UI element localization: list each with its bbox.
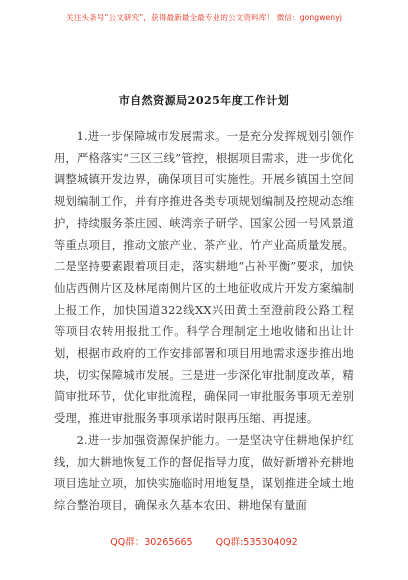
document-body (54, 126, 354, 517)
footer-qq-group-1: QQ群：30265665 (110, 537, 193, 548)
footer-qq-group-2: QQ群:535304092 (215, 537, 298, 548)
document-title: 市自然资源局2025年度工作计划 (118, 94, 290, 107)
paragraph-2: 2.进一步加强资源保护能力。一是坚决守住耕地保护红线，加大耕地恢复工作的督促指导力度，做好新增补充耕地项目选址立项，加快实施临时用地复垦，谋划推进全域土地综合整治项目，确保永久基本农田、耕地保有量面 (54, 433, 354, 512)
footer-contact (0, 534, 408, 548)
header-banner: 关注头条号“公文研究”，获得最新最全最专业的公文资料库！ 微信：gongwenyj (66, 13, 342, 22)
paragraph-1: 1.进一步保障城市发展需求。一是充分发挥规划引领作用，严格落实“三区三线”管控，根据项目需求，进一步优化调整城镇开发边界，确保项目可实施性。开展乡镇国土空间规划编制工作，并有序推进各类专项规划编制及控规动态维护，持续服务茶庄园、峡湾亲子研学、国家公园一号风景道等重点项目，推动文旅产业、茶产业、竹产业高质量发展。二是坚持要素跟着项目走，落实耕地“占补平衡”要求，加快仙店西侧片区及林尾南侧片区的土地征收成片开发方案编制上报工作，加快国道322线XX兴田黄土至澄前段公路工程等项目农转用报批工作。科学合理制定土地收储和出让计划，根据市政府的工作安排部署和项目用地需求逐步推出地块，切实保障城市发展。三是进一步深化审批制度改革，精简审批环节，优化审批流程，确保同一审批服务事项无差别受理，推进审批服务事项承诺时限再压缩、再提速。 (54, 130, 354, 426)
